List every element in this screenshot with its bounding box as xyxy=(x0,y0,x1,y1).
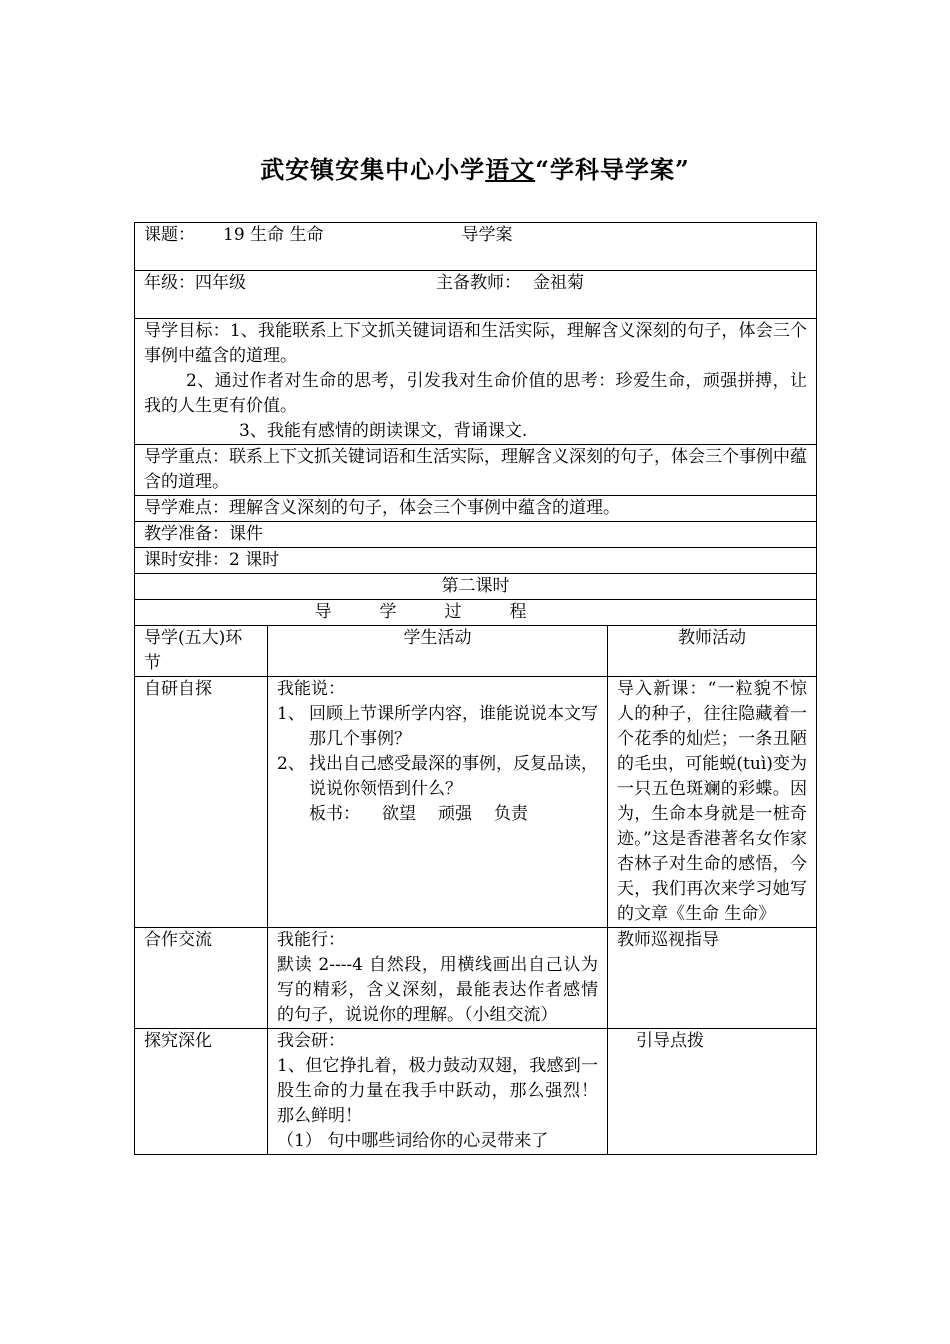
list-item xyxy=(277,702,598,752)
board-word: 负责 xyxy=(494,804,528,824)
title-subject: 语文 xyxy=(485,155,536,184)
board-label: 板书： xyxy=(309,804,360,824)
column-header-row xyxy=(135,626,817,677)
lesson-cell: 第二课时 xyxy=(135,574,817,600)
item-text: 找出自己感受最深的事例，反复品读，说说你领悟到什么？ xyxy=(309,754,598,799)
preparation-row xyxy=(135,522,817,548)
student-intro: 我能行： xyxy=(277,930,345,950)
topic-type: 导学案 xyxy=(461,225,513,245)
student-intro: 我能说： xyxy=(277,679,345,699)
process-char-3: 过 xyxy=(444,602,462,622)
difficulty-row xyxy=(135,496,817,522)
title-suffix: “学科导学案” xyxy=(535,155,690,184)
process-char-1: 导 xyxy=(314,602,332,622)
student-activity-cell xyxy=(268,928,608,1029)
key-point-row xyxy=(135,445,817,496)
key-point-cell: 导学重点：联系上下文抓关键词语和生活实际，理解含义深刻的句子，体会三个事例中蕴含的道理。 xyxy=(135,445,817,496)
item-text: 回顾上节课所学内容，谁能说说本文写那几个事例？ xyxy=(309,704,598,749)
process-row xyxy=(135,600,817,626)
board-word: 欲望 xyxy=(382,804,416,824)
student-activity-cell xyxy=(268,1029,608,1155)
document-title xyxy=(0,150,950,185)
goals-cell xyxy=(135,319,817,445)
teacher-header: 教师活动 xyxy=(608,626,817,677)
stage-cell: 合作交流 xyxy=(135,928,268,1029)
student-text: 1、但它挣扎着，极力鼓动双翅，我感到一股生命的力量在我手中跃动，那么强烈！那么鲜明！ xyxy=(277,1056,598,1126)
item-number: 2、 xyxy=(277,754,305,774)
topic-value: 19 生命 生命 xyxy=(223,225,324,245)
preparation-cell: 教学准备：课件 xyxy=(135,522,817,548)
teacher-activity-cell: 教师巡视指导 xyxy=(608,928,817,1029)
teacher-activity-cell: 引导点拨 xyxy=(608,1029,817,1155)
student-text: 默读 2----4 自然段，用横线画出自己认为写的精彩，含义深刻，最能表达作者感情的句子，说说你的理解。（小组交流） xyxy=(277,955,598,1025)
student-activity-cell xyxy=(268,677,608,928)
process-char-2: 学 xyxy=(379,602,397,622)
table-row xyxy=(135,677,817,928)
grade-row xyxy=(135,271,817,319)
lesson-row xyxy=(135,574,817,600)
title-prefix: 武安镇安集中心小学 xyxy=(260,155,486,184)
stage-cell: 探究深化 xyxy=(135,1029,268,1155)
stage-header: 导学(五大)环节 xyxy=(135,626,268,677)
goals-row xyxy=(135,319,817,445)
grade-cell xyxy=(135,271,817,319)
table-row xyxy=(135,1029,817,1155)
blackboard-line xyxy=(277,802,598,827)
teacher-activity-cell: 导入新课：“一粒貌不惊人的种子，往往隐藏着一个花季的灿烂；一条丑陋的毛虫，可能蜕(tuì)变为一只五色斑斓的彩蝶。因为，生命本身就是一桩奇迹。”这是香港著名女作家杏林子对生命的感悟，今天，我们再次来学习她写的文章《生命 生命》 xyxy=(608,677,817,928)
goal-line-1: 导学目标：1、我能联系上下文抓关键词语和生活实际，理解含义深刻的句子，体会三个事例中蕴含的道理。 xyxy=(144,321,808,366)
teacher-name: 金祖菊 xyxy=(533,273,584,293)
student-intro: 我会研： xyxy=(277,1031,345,1051)
grade-text: 年级：四年级 xyxy=(144,273,246,293)
student-header: 学生活动 xyxy=(268,626,608,677)
student-subquestion: （1） 句中哪些词给你的心灵带来了 xyxy=(277,1131,549,1151)
goal-line-3: 3、我能有感情的朗读课文，背诵课文. xyxy=(239,421,528,441)
lesson-plan-table xyxy=(134,222,817,1155)
process-cell xyxy=(135,600,817,626)
schedule-row xyxy=(135,548,817,574)
topic-label: 课题： xyxy=(144,225,195,245)
board-word: 顽强 xyxy=(438,804,472,824)
difficulty-cell: 导学难点：理解含义深刻的句子，体会三个事例中蕴含的道理。 xyxy=(135,496,817,522)
topic-cell xyxy=(135,223,817,271)
teacher-label: 主备教师： xyxy=(436,273,521,293)
goal-line-2: 2、通过作者对生命的思考，引发我对生命价值的思考：珍爱生命，顽强拼搏，让我的人生更有价值。 xyxy=(144,371,808,416)
stage-cell: 自研自探 xyxy=(135,677,268,928)
table-row xyxy=(135,928,817,1029)
topic-row xyxy=(135,223,817,271)
list-item xyxy=(277,752,598,802)
schedule-cell: 课时安排：2 课时 xyxy=(135,548,817,574)
process-char-4: 程 xyxy=(509,602,527,622)
item-number: 1、 xyxy=(277,704,305,724)
